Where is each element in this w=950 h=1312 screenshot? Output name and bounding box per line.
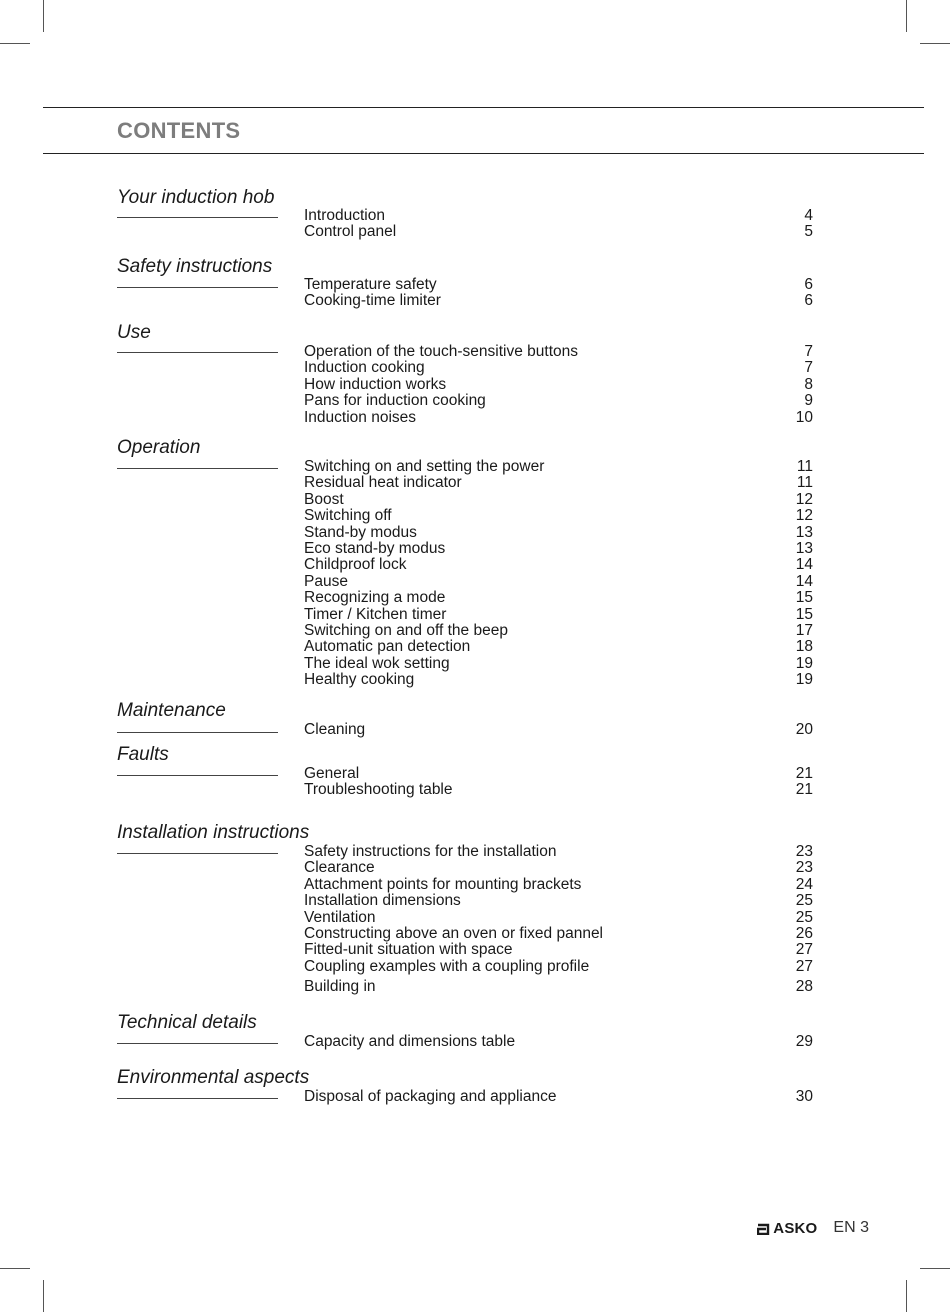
entry-page: 14 [795, 572, 813, 590]
toc-entry[interactable] [304, 623, 813, 639]
entry-list [304, 1089, 813, 1105]
toc-entry[interactable] [304, 475, 813, 491]
entry-label: Healthy cooking [304, 671, 415, 689]
toc-entry[interactable] [304, 393, 813, 409]
entry-page: 7 [804, 359, 813, 377]
toc-entry[interactable] [304, 1089, 813, 1105]
toc-entry[interactable] [304, 208, 813, 224]
entry-page: 21 [795, 765, 813, 782]
toc-entry[interactable] [304, 492, 813, 508]
entry-page: 13 [795, 523, 813, 541]
crop-mark [906, 0, 907, 32]
entry-label: The ideal wok setting [304, 654, 450, 672]
toc-entry[interactable] [304, 893, 813, 909]
entry-page: 23 [795, 859, 813, 877]
toc-entry[interactable] [304, 672, 813, 688]
section-rule [117, 775, 278, 776]
entry-label: Switching on and setting the power [304, 458, 545, 475]
toc-entry[interactable] [304, 782, 813, 798]
toc-entry[interactable] [304, 525, 813, 541]
toc-entry[interactable] [304, 377, 813, 393]
toc-entry[interactable] [304, 277, 813, 293]
section-rule [117, 287, 278, 288]
section-title: Technical details [117, 1012, 257, 1033]
entry-page: 11 [796, 458, 813, 475]
toc-entry[interactable] [304, 877, 813, 893]
toc-entry[interactable] [304, 557, 813, 573]
crop-mark [43, 0, 44, 32]
entry-label: Cooking-time limiter [304, 292, 441, 310]
entry-page: 26 [795, 924, 813, 942]
toc-entry[interactable] [304, 926, 813, 942]
toc-entry[interactable] [304, 344, 813, 360]
entry-page: 21 [795, 781, 813, 799]
toc-entry[interactable] [304, 722, 813, 738]
entry-page: 15 [795, 589, 813, 607]
entry-page: 25 [795, 908, 813, 926]
entry-label: General [304, 765, 360, 782]
entry-label: Boost [304, 490, 344, 508]
crop-mark [906, 1280, 907, 1312]
entry-page: 13 [795, 539, 813, 557]
entry-page: 11 [796, 474, 813, 492]
entry-page: 7 [804, 343, 813, 360]
section-rule [117, 1098, 278, 1099]
toc-entry[interactable] [304, 979, 813, 995]
entry-label: Ventilation [304, 908, 376, 926]
entry-label: Eco stand-by modus [304, 539, 446, 557]
crop-mark [43, 1280, 44, 1312]
entry-label: Safety instructions for the installation [304, 843, 557, 860]
crop-mark [920, 1268, 950, 1269]
header-rule-top [43, 107, 924, 108]
toc-entry[interactable] [304, 574, 813, 590]
entry-page: 19 [795, 654, 813, 672]
entry-label: Constructing above an oven or fixed pannel [304, 924, 604, 942]
entry-label: Cleaning [304, 721, 366, 738]
crop-mark [920, 43, 950, 44]
toc-entry[interactable] [304, 410, 813, 426]
entry-label: Building in [304, 978, 376, 996]
page-number: EN 3 [833, 1219, 869, 1236]
section-title: Maintenance [117, 700, 226, 721]
crop-mark [0, 43, 30, 44]
entry-label: Clearance [304, 859, 375, 877]
entry-list [304, 1034, 813, 1050]
entry-list [304, 344, 813, 426]
entry-page: 28 [795, 978, 813, 996]
entry-label: Pause [304, 572, 348, 590]
entry-label: Induction cooking [304, 359, 425, 377]
entry-page: 14 [795, 556, 813, 574]
entry-label: Disposal of packaging and appliance [304, 1088, 557, 1105]
entry-page: 8 [804, 375, 813, 393]
entry-label: Residual heat indicator [304, 474, 462, 492]
entry-list [304, 459, 813, 688]
toc-entry[interactable] [304, 860, 813, 876]
entry-label: Troubleshooting table [304, 781, 453, 799]
section-rule [117, 732, 278, 733]
section-title: Operation [117, 437, 201, 458]
entry-page: 23 [795, 843, 813, 860]
section-title: Faults [117, 744, 169, 765]
toc-entry[interactable] [304, 224, 813, 240]
entry-list [304, 208, 813, 241]
entry-label: Temperature safety [304, 276, 437, 293]
section-title: Use [117, 322, 151, 343]
entry-label: Switching off [304, 507, 392, 525]
section-rule [117, 853, 278, 854]
brand-name: ASKO [773, 1219, 818, 1237]
header-rule-bottom [43, 153, 924, 154]
entry-page: 30 [795, 1088, 813, 1105]
entry-label: Automatic pan detection [304, 638, 471, 656]
section-rule [117, 468, 278, 469]
entry-page: 12 [795, 490, 813, 508]
toc-entry[interactable] [304, 766, 813, 782]
entry-page: 6 [804, 276, 813, 293]
toc-entry[interactable] [304, 959, 813, 975]
entry-label: Stand-by modus [304, 523, 417, 541]
footer [757, 1219, 869, 1237]
entry-label: Coupling examples with a coupling profile [304, 957, 590, 975]
entry-label: Switching on and off the beep [304, 621, 508, 639]
entry-page: 12 [795, 507, 813, 525]
entry-label: Introduction [304, 207, 385, 224]
entry-page: 10 [795, 408, 813, 426]
entry-list [304, 722, 813, 738]
page-title: CONTENTS [117, 118, 241, 143]
entry-page: 20 [795, 721, 813, 738]
entry-label: Installation dimensions [304, 892, 461, 910]
entry-label: Childproof lock [304, 556, 407, 574]
section-rule [117, 352, 278, 353]
entry-label: Control panel [304, 223, 397, 241]
entry-list [304, 844, 813, 996]
entry-page: 17 [795, 621, 813, 639]
entry-page: 9 [804, 392, 813, 410]
entry-label: Induction noises [304, 408, 417, 426]
toc-entry[interactable] [304, 656, 813, 672]
toc-entry[interactable] [304, 1034, 813, 1050]
entry-label: Fitted-unit situation with space [304, 941, 513, 959]
toc-entry[interactable] [304, 910, 813, 926]
entry-list [304, 277, 813, 310]
entry-page: 15 [795, 605, 813, 623]
section-title: Safety instructions [117, 256, 273, 277]
entry-label: How induction works [304, 375, 447, 393]
entry-label: Pans for induction cooking [304, 392, 486, 410]
toc-entry[interactable] [304, 360, 813, 376]
entry-page: 4 [804, 207, 813, 224]
toc-entry[interactable] [304, 293, 813, 309]
entry-page: 6 [804, 292, 813, 310]
section-title: Installation instructions [117, 822, 310, 843]
entry-label: Recognizing a mode [304, 589, 446, 607]
entry-page: 19 [795, 671, 813, 689]
entry-page: 25 [795, 892, 813, 910]
asko-logo-icon [757, 1222, 770, 1235]
section-title: Your induction hob [117, 187, 275, 208]
entry-page: 24 [795, 875, 813, 893]
toc-entry[interactable] [304, 607, 813, 623]
toc-entry[interactable] [304, 590, 813, 606]
entry-label: Timer / Kitchen timer [304, 605, 447, 623]
entry-page: 27 [795, 941, 813, 959]
section-rule [117, 217, 278, 218]
section-title: Environmental aspects [117, 1067, 310, 1088]
entry-page: 5 [804, 223, 813, 241]
toc-entry[interactable] [304, 844, 813, 860]
toc-entry[interactable] [304, 508, 813, 524]
entry-label: Operation of the touch-sensitive buttons [304, 343, 578, 360]
entry-label: Attachment points for mounting brackets [304, 875, 582, 893]
toc-entry[interactable] [304, 459, 813, 475]
entry-page: 27 [795, 957, 813, 975]
entry-list [304, 766, 813, 799]
entry-label: Capacity and dimensions table [304, 1033, 516, 1050]
toc-entry[interactable] [304, 639, 813, 655]
entry-page: 29 [795, 1033, 813, 1050]
crop-mark [0, 1268, 30, 1269]
toc-entry[interactable] [304, 942, 813, 958]
entry-page: 18 [795, 638, 813, 656]
toc-entry[interactable] [304, 541, 813, 557]
section-rule [117, 1043, 278, 1044]
